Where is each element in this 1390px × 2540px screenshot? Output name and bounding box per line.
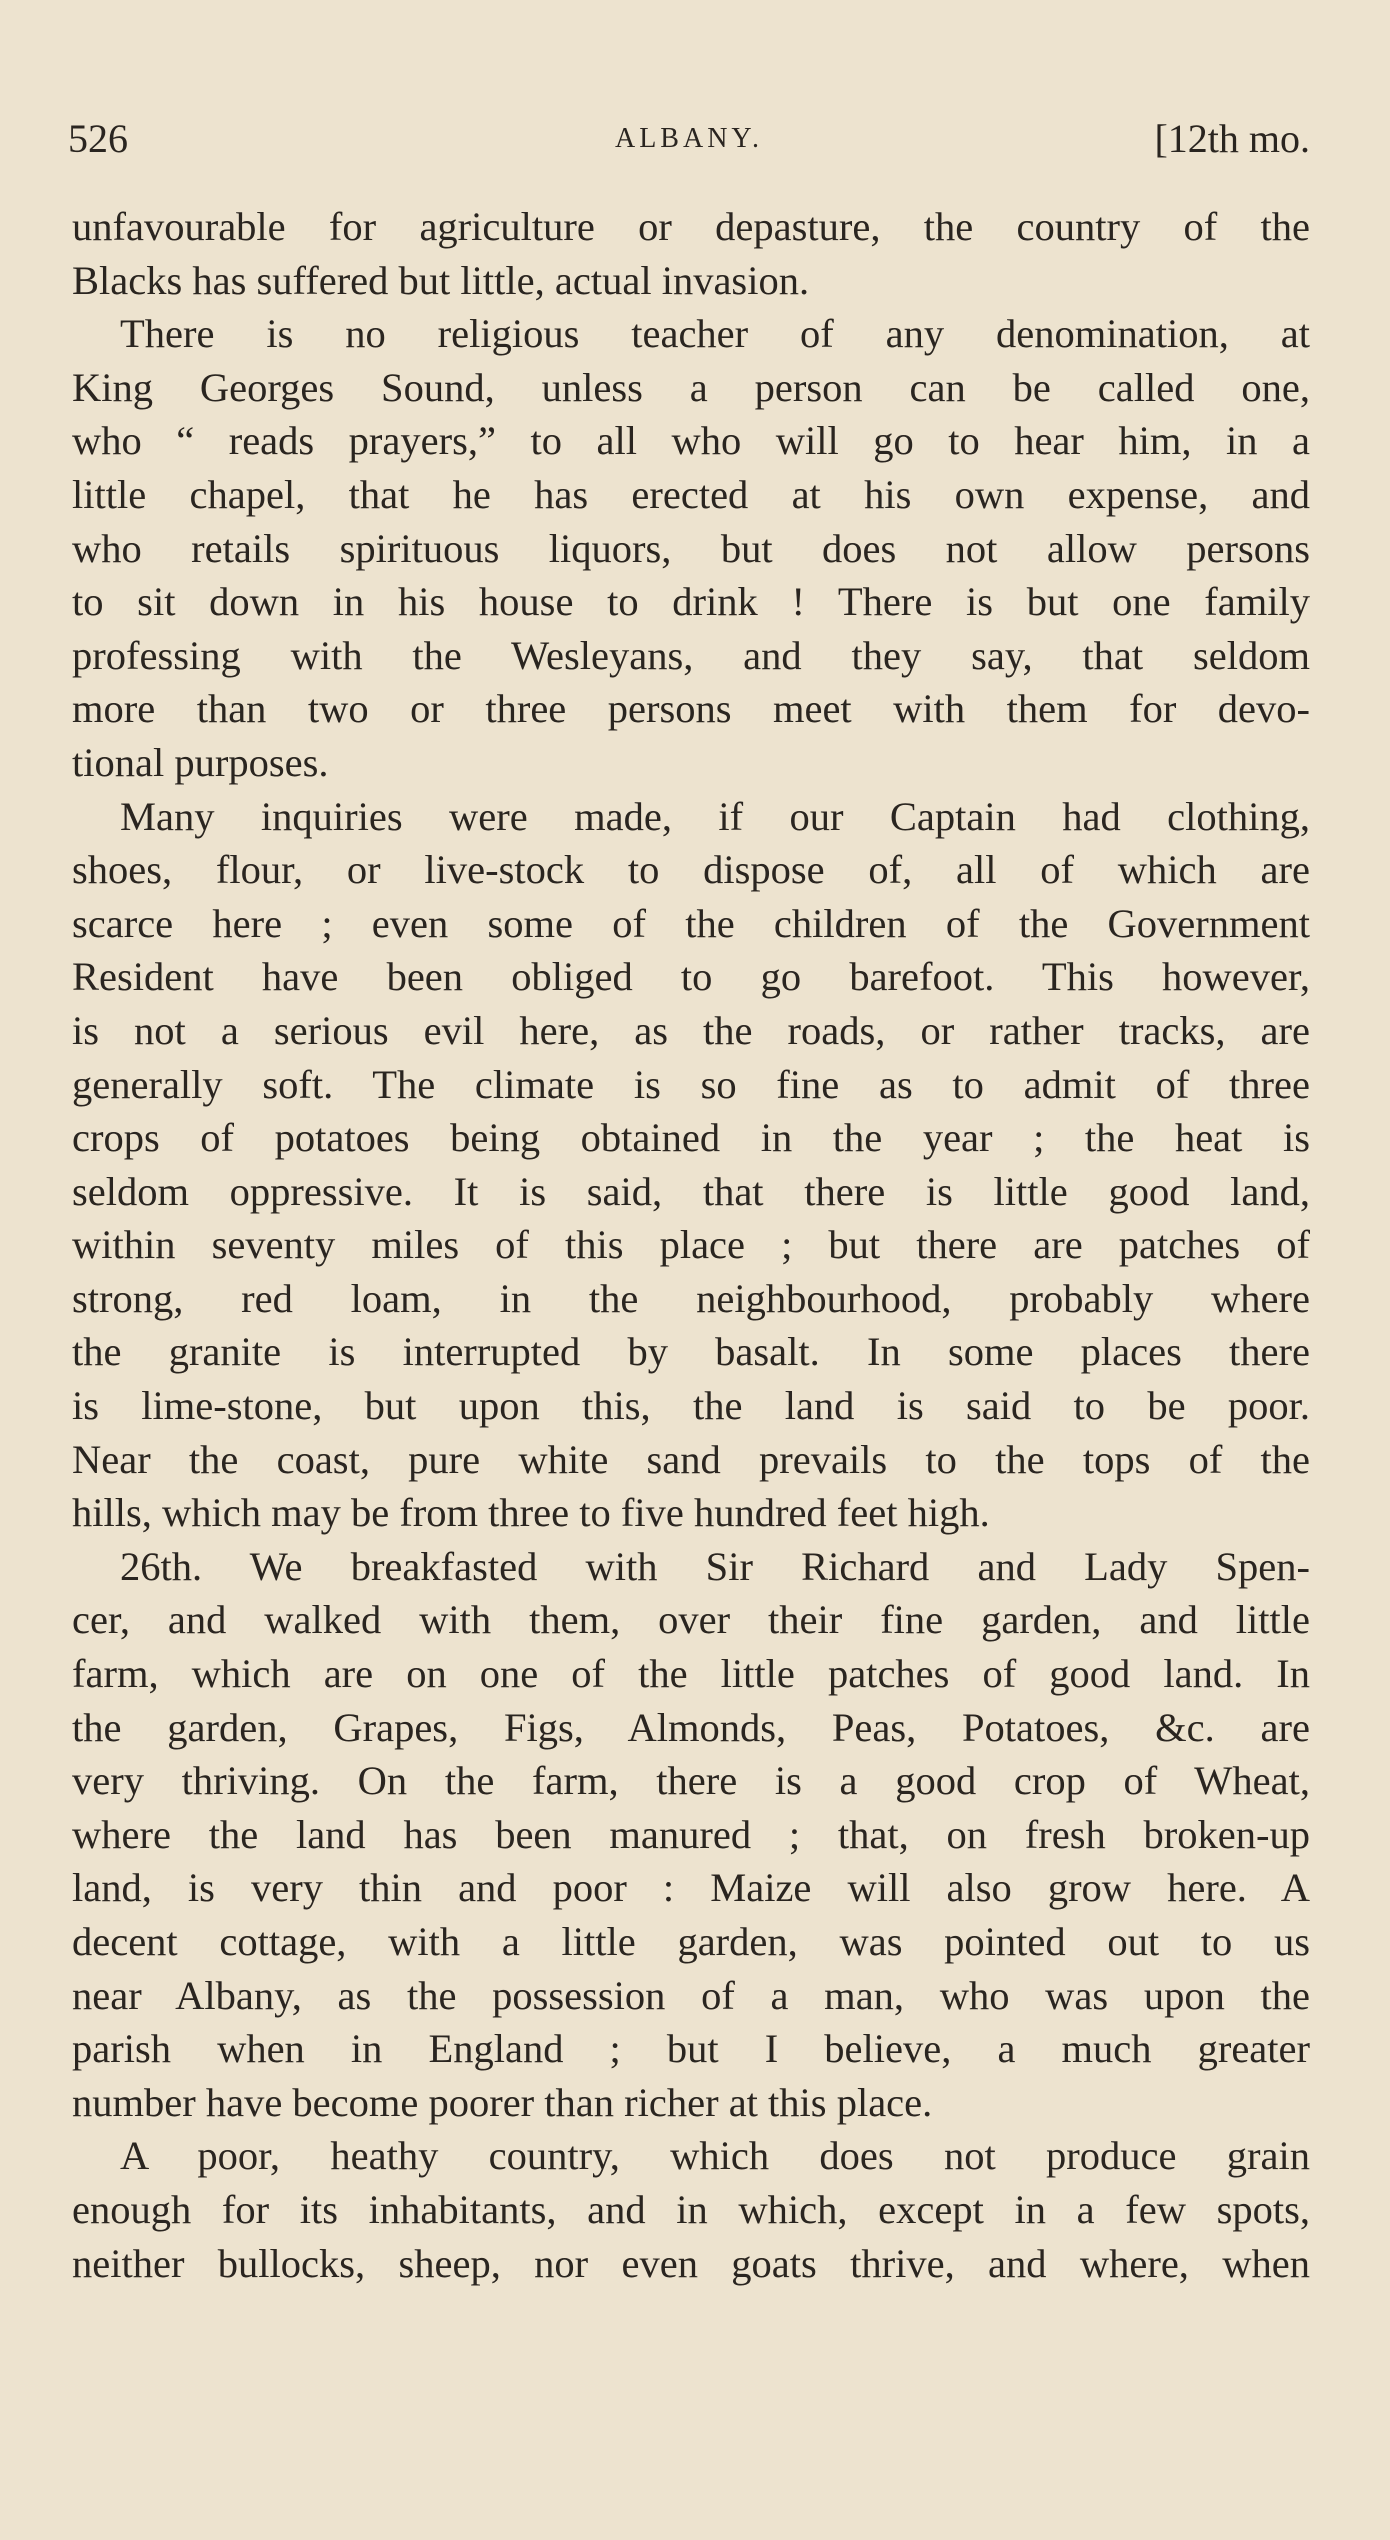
text-line-content: neither bullocks, sheep, nor even goats thrive, and where, when: [72, 2240, 1310, 2286]
text-line: [72, 1272, 1310, 1326]
text-line: [72, 629, 1310, 683]
text-line-content: professing with the Wesleyans, and they say, that seldom: [72, 632, 1310, 678]
text-line-content: cer, and walked with them, over their fine garden, and little: [72, 1597, 1310, 1643]
text-line: [72, 682, 1310, 736]
text-line: [72, 1218, 1310, 1272]
page-header: [68, 104, 1310, 174]
text-line-content: tional purposes.: [72, 739, 329, 785]
text-line: [72, 1004, 1310, 1058]
text-line-content: 26th. We breakfasted with Sir Richard and Lady Spen-: [120, 1543, 1310, 1589]
text-line: [72, 468, 1310, 522]
text-line: [72, 790, 1310, 844]
text-line-content: strong, red loam, in the neighbourhood, probably where: [72, 1275, 1310, 1321]
text-line: [72, 1754, 1310, 1808]
text-line: [72, 1058, 1310, 1112]
text-line: [72, 1540, 1310, 1594]
text-line-content: generally soft. The climate is so fine as to admit of three: [72, 1061, 1310, 1107]
text-line-content: parish when in England ; but I believe, a much greater: [72, 2026, 1310, 2072]
text-line: [72, 361, 1310, 415]
text-line-content: who retails spirituous liquors, but does not allow persons: [72, 525, 1310, 571]
text-line-content: to sit down in his house to drink ! There is but one family: [72, 579, 1310, 625]
text-line-content: seldom oppressive. It is said, that there is little good land,: [72, 1168, 1310, 1214]
text-line: [72, 2237, 1310, 2291]
text-line-content: A poor, heathy country, which does not produce grain: [120, 2133, 1310, 2179]
text-line: [72, 1165, 1310, 1219]
text-line: [72, 1379, 1310, 1433]
text-line-content: within seventy miles of this place ; but there are patches of: [72, 1222, 1310, 1268]
text-line-content: is lime-stone, but upon this, the land is said to be poor.: [72, 1383, 1310, 1429]
body-text: [72, 200, 1310, 2290]
text-line: [72, 1969, 1310, 2023]
text-line-content: Many inquiries were made, if our Captain had clothing,: [120, 793, 1310, 839]
text-line: [72, 1647, 1310, 1701]
text-line-content: is not a serious evil here, as the roads, or rather tracks, are: [72, 1007, 1310, 1053]
text-line-content: near Albany, as the possession of a man, who was upon the: [72, 1972, 1310, 2018]
text-line: [72, 1486, 1310, 1540]
text-line: [72, 2076, 1310, 2130]
text-line: [72, 1861, 1310, 1915]
text-line-content: number have become poorer than richer at this place.: [72, 2079, 933, 2125]
page-number: 526: [68, 116, 128, 161]
text-line-content: decent cottage, with a little garden, was pointed out to us: [72, 1919, 1310, 1964]
page-title: ALBANY.: [614, 123, 764, 154]
text-line: [72, 2022, 1310, 2076]
text-line: [72, 950, 1310, 1004]
text-line-content: unfavourable for agriculture or depasture, the country of the: [72, 204, 1310, 249]
text-line-content: shoes, flour, or live-stock to dispose of, all of which are: [72, 847, 1310, 893]
text-line: [72, 575, 1310, 629]
text-line-content: There is no religious teacher of any denomination, at: [120, 311, 1310, 357]
text-line-content: scarce here ; even some of the children of the Government: [72, 900, 1310, 946]
text-line-content: Near the coast, pure white sand prevails to the tops of the: [72, 1436, 1310, 1482]
text-line: [72, 254, 1310, 308]
text-line: [72, 1433, 1310, 1487]
text-line: [72, 1325, 1310, 1379]
text-line-content: who “ reads prayers,” to all who will go to hear him, in a: [72, 418, 1310, 464]
text-line-content: more than two or three persons meet with them for devo-: [72, 686, 1310, 732]
text-line-content: the granite is interrupted by basalt. In some places there: [72, 1329, 1310, 1375]
text-line: [72, 736, 1310, 790]
running-head: [12th mo.: [1154, 116, 1310, 161]
text-line: [72, 1593, 1310, 1647]
text-line-content: the garden, Grapes, Figs, Almonds, Peas, Potatoes, &c. are: [72, 1704, 1310, 1750]
text-line: [72, 414, 1310, 468]
text-line-content: farm, which are on one of the little patches of good land. In: [72, 1651, 1310, 1697]
text-line: [72, 897, 1310, 951]
text-line-content: land, is very thin and poor : Maize will also grow here. A: [72, 1865, 1310, 1911]
text-line-content: enough for its inhabitants, and in which, except in a few spots,: [72, 2186, 1310, 2232]
text-line: [72, 307, 1310, 361]
text-line: [72, 843, 1310, 897]
text-line-content: Blacks has suffered but little, actual invasion.: [72, 257, 810, 303]
text-line: [72, 1701, 1310, 1755]
text-line: [72, 2129, 1310, 2183]
text-line-content: Resident have been obliged to go barefoot. This however,: [72, 954, 1310, 1000]
text-line: [72, 1111, 1310, 1165]
text-line: [72, 1808, 1310, 1862]
text-line-content: King Georges Sound, unless a person can be called one,: [72, 364, 1310, 410]
text-line-content: hills, which may be from three to five hundred feet high.: [72, 1490, 990, 1536]
text-line: [72, 200, 1310, 254]
text-line-content: where the land has been manured ; that, on fresh broken-up: [72, 1811, 1310, 1857]
text-line-content: crops of potatoes being obtained in the year ; the heat is: [72, 1115, 1310, 1161]
text-line: [72, 1915, 1310, 1969]
text-line-content: very thriving. On the farm, there is a good crop of Wheat,: [72, 1758, 1310, 1804]
text-line: [72, 522, 1310, 576]
text-line: [72, 2183, 1310, 2237]
text-line-content: little chapel, that he has erected at his own expense, and: [72, 471, 1310, 517]
